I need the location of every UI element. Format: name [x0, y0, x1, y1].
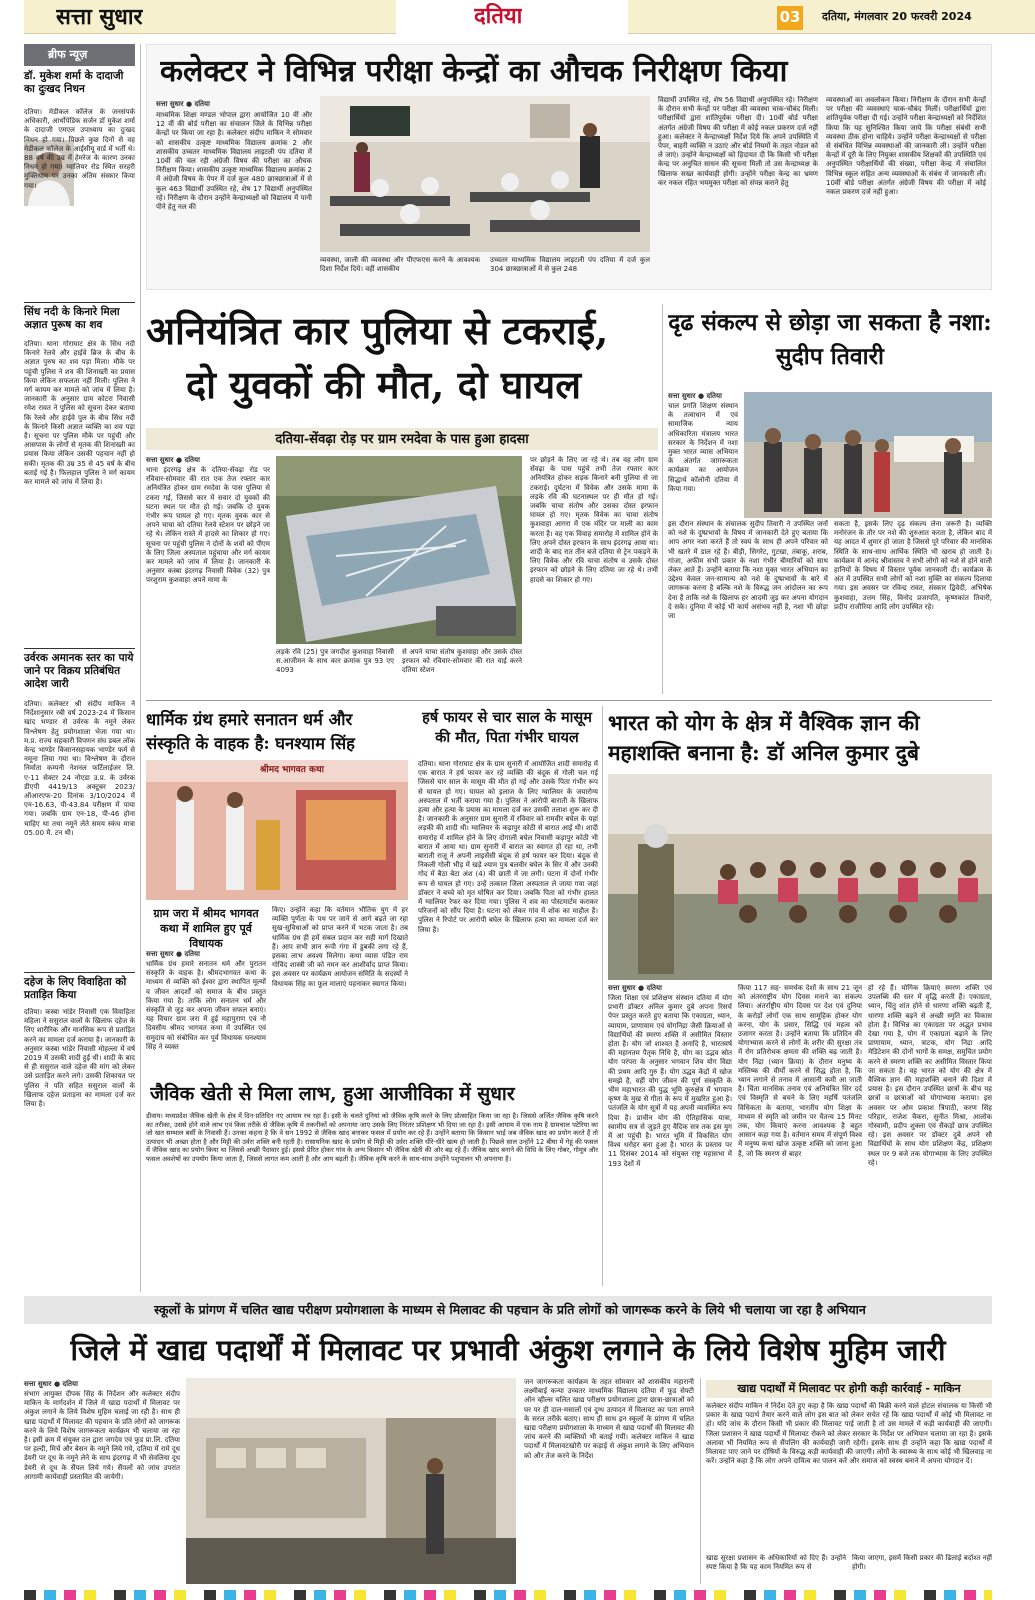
yoga-col-2: किया 117 सह- समर्थक देशों के साथ 21 जून को अंतरराष्ट्रीय योग दिवस मनाने का संकल्प लिया। अंतर्राष्ट्रीय योग दिवस पर देश एवं दुनिया के करोड़ों लोगों एक साथ सामूहिक होकर योग करना, योग के प्रसार, सिद्धि एवं महत्व को उजागर करता है। उन्होंने बताया कि प्रतिदिन की योगाभ्यास करने से लोगों के शरीर की सुरक्षा तंत्र में रोग प्रतिरोधक क्षमता की शक्ति बढ़ जाती है। योग निद्रा (ध्यान क्रिया) के दौरान मनुष्य के मस्तिष्क की वीर्यों करने से सिद्ध होता है, कि ध्यान लगाने से तनाव में आसानी कमी आ जाती है। चिंता मानसिक तनाव एवं अनियंत्रित सिर दर्द एवं विस्मृति से बचने के लिए महर्षि पतंजलि विधिकता के बताया, भारतीय योग शिक्षा के माध्यम से स्मृति को जमीन पर चैतन्य 15 मिनट तक, योग कियाएं करना आवश्यक है बहुत आसान कहा गया है। वर्तमान समय में संपूर्ण विश्व में मनुष्य कथा खोज उत्कृष्ट शक्ति को जाना हुआ है, जो कि स्मरण से बाहर — [738, 984, 862, 1158]
dharmik-headline: धार्मिक ग्रंथ हमारे सनातन धर्म और संस्कृति के वाहक है: घनश्याम सिंह — [146, 710, 355, 753]
column-rule — [700, 1378, 701, 1584]
accident-headline-1: अनियंत्रित कार पुलिया से टकराई, — [146, 308, 609, 353]
column-rule — [662, 304, 663, 694]
organic-body: डीवाय। मध्यप्रदेश जैविक खेती के क्षेत्र में दिन-प्रतिदिन नए आयाम रच रहा है। इसी के चलते दुनियां को जैविक कृषि करने के लिए प्रोत्साहित किया जा रहा है। जिससे अर्जित जैविक कृषि करने का तरीका, उससे होने वाले लाभ एवं किस तरीके से जैविक कृषि में तकनीकों को अपनाया जाए उसके लिए निरंतर प्रशिक्षण भी दिया जा रहा है। इसी आयाम में एक नाम है ग्रामचाल पटेरिया का जो खत सम्भाल बर्सी के निवासी हैं। उनका कहना है कि वे सन 1992 से जैविक खाद बनाकर फसल में प्रयोग कर रहे हैं। उन्होंने बताया कि किसान भाई जब जैविक खाद का प्रयोग करते हैं तो उत्पादन भी अच्छा होता है और मिट्टी की उर्वरा शक्ति बनी रहती है। रासायनिक खाद के प्रयोग से मिट्टी की उर्वरा शक्ति धीरे-धीरे खत्म हो जाती है। पिछले साल उन्होंने 12 बीघा में गेहूं की फसल में जैविक खाद का प्रयोग किया था जिससे अच्छी पैदावार हुई। इससे प्रेरित होकर गांव के अन्य किसान भी जैविक खेती की ओर बढ़ रहे हैं। जैविक खाद बनाने की विधि के लिए गोबर, गोमूत्र और फसल अवशेषों का उपयोग किया जाता है, जिससे लागत कम आती है और आय बढ़ती है। जैविक कृषि करने के साथ-साथ उन्होंने पशुपालन भी अपनाया है। — [146, 1112, 598, 1163]
column-rule — [602, 706, 603, 1286]
accident-byline: सत्ता सुधार ● दतिया — [146, 456, 200, 464]
food-col-2: जन जागरूकता कार्यक्रम के तहत सोमवार को शासकीय महारानी लक्ष्मीबाई कन्या उच्चतर माध्यमिक विद्यालय दतिया में फूड सेफ्टी ऑन व्हील्स चलित खाद्य परीक्षण प्रयोगशाला द्वारा छात्रा-छात्राओं को घर पर ही दाल-मसालों एवं दुग्ध उत्पादन में मिलावट का पता लगाने के सरल तरीके बताए। साथ ही साथ इन स्कूलों के प्रांगण में चलित खाद्य परीक्षण प्रयोगशाला के माध्यम से खाद्य पदार्थों की मिलावट की जांच करने की व्यक्तियों भी बताई गयीं। कलेक्टर माकिन ने खाद्य पदार्थों में मिलावटखोरी पर कड़ाई से अंकुश लगाने के लिए अभियान को और तेज करने के निर्देश — [524, 1378, 694, 1460]
yoga-class-photo — [608, 774, 992, 980]
lead-col-1: माध्यमिक शिक्षा मण्डल भोपाल द्वारा आयोजित 10 वीं और 12 वीं की बोर्ड परीक्षा का संचालन जिले के विभिन्न परीक्षा केन्द्रों पर किया जा रहा है। कलेक्टर संदीप माकिन ने सोमवार को शासकीय उत्कृष्ट माध्यमिक विद्यालय क्रमांक 2 और शासकीय उच्चतर माध्यमिक विद्यालय लाइटली पंप दतिया में 10वीं की चल रही अंग्रेजी विषय की परीक्षा का औचक निरीक्षण किया। शासकीय उत्कृष्ट माध्यमिक विद्यालय क्रमांक 2 में अंग्रेजी विषय के पेपर में दर्ज कुल 480 छात्रछात्राओं में से कुल 463 विद्यार्थी उपस्थित रहे, शेष 17 विद्यार्थी अनुपस्थित रहे। निरीक्षण के दौरान उन्होंने केन्द्राध्यक्षों को विद्यालय में पानी पीने हेतु नल की — [156, 111, 312, 212]
food-headline: जिले में खाद्य पदार्थों में मिलावट पर प्रभावी अंकुश लगाने के लिये विशेष मुहिम जारी — [70, 1333, 946, 1367]
rally-photo — [744, 392, 992, 518]
issue-date: दतिया, मंगलवार 20 फरवरी 2024 — [822, 10, 972, 23]
dharmik-subhead: ग्राम जरा में श्रीमद भागवत कथा में शामिल हुए पूर्व विधायक — [153, 907, 259, 950]
sidebar-headline-1: डॉ. मुकेश शर्मा के दादाजी का दुःखद निधन — [24, 70, 124, 95]
exam-hall-photo — [320, 96, 650, 252]
sidebar-headline-4: दहेज के लिए विवाहिता को प्रताड़ित किया — [24, 976, 127, 1001]
lead-col-3: उच्चतर माध्यमिक विद्यालय लाइटली पंप दतिया में दर्ज कुल 304 छात्रछात्राओं में से कुल 248 — [490, 256, 650, 274]
sidebar-label-text: ब्रीफ न्यूज़ — [48, 48, 88, 61]
yoga-byline: सत्ता सुधार ● दतिया — [608, 984, 662, 992]
food-col-3: कलेक्टर संदीप माकिन ने निर्देश देते हुए कहा है कि खाद्य पदार्थों की बिक्री करने वाले होटल संचालक या किसी भी प्रकार के खाद्य पदार्थ तैयार करने वाले लोग इस बात को लेकर सचेत रहें कि खाद्य पदार्थों में कोई भी मिलावट ना हो। यदि जांच के दौरान किसी भी प्रकार की मिलावट पाई जाती है तो उस मामले में कड़ी कार्यवाही की जाएगी। जिला प्रशासन ने खाद्य पदार्थों में मिलावट रोकने को लेकर सरकार के निर्देश पर अभियान चलाया जा रहा है। इसके अलावा भी नियमित रूप से सैंपलिंग की कार्यवाही जारी रहेगी। इसके साथ ही उन्होंने कहा कि खाद्य पदार्थों में मिलावट पाए जाने पर दोषियों के विरुद्ध कड़ी कार्यवाही की जाएगी। लोगों के स्वास्थ्य के साथ कोई भी खिलवाड़ ना करें। उन्होंने कहा है कि लोग अपने दायित्व का पालन करें और समाज को स्वस्थ बनाने में अपना योगदान दें। — [706, 1402, 992, 1466]
sidebar-divider — [24, 972, 135, 973]
column-rule — [140, 44, 141, 1292]
lead-col-4: विद्यार्थी उपस्थित रहे, शेष 56 विद्यार्थी अनुपस्थित रहे। निरीक्षण के दौरान सभी केन्द्रों पर परीक्षा की व्यवस्था चाक-चौबंद मिली। परीक्षार्थियों द्वारा शांतिपूर्वक परीक्षा दी। 10वीं बोर्ड परीक्षा अंतर्गत अंग्रेजी विषय की परीक्षा में कोई नकल प्रकरण दर्ज नहीं हुआ। कलेक्टर ने केन्द्राध्यक्षों निर्देश दिये कि अपने उपस्थिति में पेपर, बाहरी व्यक्ति न उठाएं और बोर्ड नियमों के तहत नोडल को ले जाएं। उन्होंने केन्द्राध्यक्षों को हिदायत दी कि किसी भी परीक्षा केन्द्र पर अनुचित साधन की सूचना मिली तो उस केन्द्राध्यक्ष के खिलाफ सख्त कार्यवाही होगी। उन्होंने परीक्षा केन्द्र का भ्रमण कर नकल रहित भयमुक्त परीक्षा को संपन्न कराने हेतु — [658, 96, 818, 187]
nasha-col-2: इस दौरान संस्थान के संचालक सुदीप तिवारी ने उपस्थित जनों को नशे के दुष्प्रभावों के विषय में जानकारी देते हुए बताया कि आप अगर नशा करते हैं तो स्वयं के साथ ही अपने परिवार को भी खतरे में डाल रहे हैं। बीड़ी, सिगरेट, गुटखा, तंबाकू, शराब, गांजा, अफीम सभी प्रकार के नशा गंभीर बीमारियों को साथ लेकर आते हैं। उन्होंने बताया कि नशा मुक्त भारत अभियान का उद्देश्य केवल जन-सामान्य को नशे के दुष्प्रभावों के बारे में जागरूक करना है बल्कि नशे के विरुद्ध जन आंदोलन का रूप देना है ताकि नशे के खिलाफ हर आदमी जुड़ कर अपना योगदान दे सके। दुनिया में कोई भी कार्य असंभव नहीं है, नशा भी छोड़ा जा — [668, 520, 828, 621]
yoga-col-1: जिला शिक्षा एवं प्रशिक्षण संस्थान दतिया में योग प्रभारी डॉक्टर अनिल कुमार दुबे अपना रिसर्च पेपर प्रस्तुत करते हुए बताया कि एकाग्रता, ध्यान, व्यायाम, प्राणायाम एवं योगनिद्रा जैसी क्रियाओं से विद्यार्थियों की स्मरण शक्ति में असीमित विस्तार होता है। योग जो शाश्वत है अनादि है, भारतवर्ष की महानतम पैतृक निधि है, योग का उद्भव स्रोत योग परंपरा के अनुसार भगवान शिव योग विद्या की प्रथम आदि गुरु हैं। योग उद्धव केंद्रों में खोज समझे है, वहीं योग जीवन की पूर्ण संस्कृति के भीम महाभारत की युद्ध भूमि कुरुक्षेत्र में भगवान कृष्ण के मुख से गीता के रूप में मुखरित हुआ है। पतंजलि के योग सूत्रों में यह अपनी व्यवस्थित रूप दिया है। प्राचीन योग की ऐतिहासिक यात्रा, स्वामीय सत्र से जुड़ते हुए वैदिक सत्र तक इस युग में आ पहुंची है। भारत भूमि में विकसित योग विश्व धरोहर बना हुआ है। भारत के प्रस्ताव पर 11 दिसंबर 2014 को संयुक्त राष्ट्र महासभा में 193 देशों में — [608, 994, 732, 1168]
nasha-col-3: सकता है, इसके लिए दृढ़ संकल्प लेना जरूरी है। व्यक्ति मनोरंजन के तौर पर नशे की शुरुआत करता है, लेकिन बाद में यह आदत में शुमार हो जाता है जिससे पूरे परिवार की मानसिक स्थिति के साथ-साथ आर्थिक स्थिति भी खराब हो जाती है। कार्यक्रम में आनंद श्रीवास्तव ने सभी लोगों को नशे से होने वाली हानियों के विषय में विस्तार पूर्वक जानकारी दी। कार्यक्रम के अंत में उपस्थित सभी लोगों को नशा मुक्ति का संकल्प दिलाया गया। इस अवसर पर रविन्द्र रावत, संस्कार द्विवेदी, अभिषेक कुशवाहा, उत्तम सिंह, विनोद प्रजापति, कृष्णकांत तिवारी, प्रदीप राजौरिया आदि लोग उपस्थित रहे। — [834, 520, 992, 611]
food-col-4: खाद्य सुरक्षा प्रशासन के अधिकारियों को दिए हैं। उन्होंने स्पष्ट किया है कि यह काम नियमित रूप से — [706, 1554, 846, 1572]
yoga-col-3: हो रहे हैं। योगिक क्रियाएं स्मरण शक्ति एवं उपलब्धि की स्तर में वृद्धि करती हैं। एकाग्रता, ध्यान, चिंतु शांत होने से धारणा शक्ति बढ़ती हैं, धारणा शक्ति बढ़ने से अच्छी स्मृति का विकास होता है। विभिन्न का एकाग्रता पर अद्भुत प्रभाव देखा गया है, योग में एकाग्रता बढ़ाने के लिए प्राणायाम, ध्यान, त्राटक, योग निद्रा आदि मेडिटेशन की दोनों भागों के समक्ष, समुचित प्रयोग करने से स्मरण शक्ति का असीमित विस्तार किया जा सकता है। वह भारत को योग की क्षेत्र में वैश्विक ज्ञान की महाशक्ति बनाने की दिशा में प्रयास है। इस दौरान उपस्थित छात्रों के बीच यह छात्रों व छात्राओं को योगाभ्यास कराया। इस अवसर पर ओम प्रकाश त्रिपाठी, करण सिंह परिहार, राजेश चैकरा, सुनीत मिश्रा, आलोक गोस्वामी, प्रदीप शुक्ला एवं सैकड़ों छात्र उपस्थित रहे। इस अवसर पर डॉक्टर दुबे अपने सौ विद्यार्थियों के साथ योग प्रशिक्षण केंद्र, प्रशिक्षण स्थल पर 9 बजे तक योगाभ्यास के लिए उपस्थित रहे। — [868, 984, 992, 1167]
accident-subhead: दतिया-सेंवढ़ा रोड़ पर ग्राम रमदेवा के पास हुआ हादसा — [275, 432, 529, 447]
nasha-headline: दृढ संकल्प से छोड़ा जा सकता है नशा: सुदीप तिवारी — [668, 309, 992, 370]
lead-col-2: व्यवस्था, जाली की व्यवस्था और पीएफएस करने के आवश्यक दिशा निर्देश दिये। वहीं शासकीय — [320, 256, 480, 274]
crashed-car-photo — [276, 456, 522, 644]
organic-headline: जैविक खेती से मिला लाभ, हुआ आजीविका में सुधार — [150, 1083, 515, 1105]
sidebar-body-3: दतिया। कलेक्टर श्री संदीप माकिन ने निर्देशानुसार रबी वर्ष 2023-24 में किसान खाद भण्डार से उर्वरक के नमूने लेकर विश्लेषण हेतु प्रयोगशाला भेजा गया था। म.प्र. राज्य सहकारी विपणन संघ डबल लॉक केन्द्र भाण्डेर किसानसहायक भाण्डेर फर्म से नमूना लिया गया था। विश्लेषण के दौरान निर्माता कम्पनी नेशनल फर्टिलाईजर लि. ए-11 सेक्टर 24 नोएडा उ.प्र. के उर्वरक डीएपी 4419/13 अक्टूबर 2023/ऑआरएफ-20 दिनांक 3/10/2024 में एन-16.63, पी-43.84 परीक्षण में पाया गया। जबकि ग्राम एन-18, पी-46 होना चाहिए था तथा नमूने लेते समय स्कंध मात्रा 05.00 मै. टन थी। — [24, 700, 135, 837]
section-rule — [146, 700, 992, 701]
accident-headline-2: दो युवकों की मौत, दो घायल — [186, 362, 581, 407]
sidebar-body-1: दतिया। मेडीकल कॉलेज के जनसंपर्क अधिकारी, आर्थोपेडिक सर्जन डॉ मुकेश शर्मा के दादाजी एमएल उपाध्याय का दुःखद निधन हो गया। पिछले कुछ दिनों से वह मेडीकल कॉलेज के आईसीयू वार्ड में भर्ती थे। 88 वर्ष की उम्र में हेमरेज के कारण उनका निधन हो गया। ग्वालियर रोड स्थित सरहरी मुक्तिधाम पर उनका अंतिम संस्कार किया गया। — [24, 108, 135, 190]
print-color-strip — [24, 1590, 992, 1600]
dharmik-col-2: किए। उन्होंने कहा कि वर्तमान भौतिक युग में हर व्यक्ति पूर्णता के पथ पर जाने से आगे बढ़ते जा रहा सुख-सुविधाओं को प्राप्त करने में भटक जाता है। तब धार्मिक ग्रंथ ही हमें संबल प्रदान कर सही मार्ग दिखाते हैं। आप सभी ज्ञान रूपी गंगा में डुबकी लगा रहे हैं, इसका लाभ अवश्य मिलेगा। कथा व्यास पंडित राम गोविंद शास्त्री जी को नमन कर आशीर्वाद प्राप्त किया। इस अवसर पर कार्यक्रम आयोजन समिति के सदस्यों ने विधायक सिंह का फूल मालाएं पहनाकर स्वागत किया। — [272, 906, 408, 988]
accident-col-3: से अपने चाचा संतोष कुशवाहा और उसके दोस्त इरफान को रविवार-सोमवार की रात वाई करने दतिया स्टेशन — [402, 648, 522, 675]
harsh-body: दतिया। थाना गोराघाट क्षेत्र के ग्राम सुनारी में आयोजित शादी समारोह में एक बारात ने हर्ष फायर कर रहे व्यक्ति की बंदूक से गोली चल गई जिससे चार साल के मासूम की मौत हो गई और उसके पिता गंभीर रूप से घायल हो गए। घायल को इलाज के लिए ग्वालियर के जयारोग्य अस्पताल में भर्ती कराया गया है। पुलिस ने आरोपी बाराती के खिलाफ हत्या और हत्या के प्रयास का मामला दर्ज कर उसकी तलाश शुरू कर दी है। जानकारी के अनुसार ग्राम सुनारी में रविवार को रामवीर बघेल के यहां लड़की की शादी थी। ग्वालियर के कड़ापुर कोठी से बारात आई थी। शादी समारोह में शामिल होने के लिए दोगाली बघेल निवासी कड़ापुर कोठी भी बारात में आया था। ग्राम सुनारी में बारात का स्वागत हो रहा था, तभी बाराती राजू ने अपनी लाइसेंसी बंदूक से हर्ष फायर कर दिया। बंदूक से निकली गोली भीड़ में खड़े श्याम पुत्र बलवीर बघेल के सिर में और उनकी गोद में बैठा बेटा अंश (4) की छाती में जा लगी। घटना में दोनों गंभीर रूप से घायल हो गए। उन्हें तत्काल जिला अस्पताल ले जाया गया जहां डॉक्टर ने बच्चे को मृत घोषित कर दिया। जबकि पिता को गंभीर हालत में ग्वालियर रेफर कर दिया गया। पुलिस ने शव का पोस्टमार्टम कराकर परिजनों को सौंप दिया है। घटना को लेकर गांव में शोक का माहौल है। पुलिस ने रिपोर्ट पर आरोपी बघेल के खिलाफ हत्या का मामला दर्ज कर लिया है। — [418, 760, 598, 934]
dharmik-col-1: धार्मिक ग्रंथ हमारे सनातन धर्म और पुरातन संस्कृति के वाहक है। श्रीमदभागवत कथा के माध्यम से व्यक्ति को ईश्वर द्वारा स्थापित मूल्यों व जीवन आदर्शों को समाज के बीच प्रस्तुत किया गया है। ताकि लोग सनातन धर्म और संस्कृति से जुड़ कर अपना जीवन सफल बनाएं। यह विचार ग्राम जरा में हुई महापुराण एवं नौ दिवसीय श्रीमद भागवत कथा में उपस्थित एवं समुदाय को संबोधित कर पूर्व विधायक घनश्याम सिंह ने व्यक्त — [146, 960, 266, 1051]
city-name: दतिया — [474, 3, 523, 29]
lead-byline: सत्ता सुधार ● दतिया — [156, 100, 210, 108]
sidebar-headline-2: सिंध नदी के किनारे मिला अज्ञात पुरूष का शव — [24, 306, 120, 331]
food-lab-photo — [186, 1378, 516, 1584]
page-number: 03 — [779, 8, 801, 26]
lead-col-5: व्यवस्थाओं का अवलोकन किया। निरीक्षण के दौरान सभी केन्द्रों पर परीक्षा की व्यवस्थाएं चाक-चौबंद मिलीं। परीक्षार्थियों द्वारा शांतिपूर्वक परीक्षा दी गई। उन्होंने परीक्षा केन्द्राध्यक्षों को निर्देशित किया कि यह सुनिश्चित किया जाये कि परीक्षा संबंधी सभी व्यवस्था ठीक होना चाहिये। उन्होंने परीक्षा केन्द्राध्यक्षों से परीक्षा से संबंधित विभिन्न व्यवस्थाओं की जानकारी ली। उन्होंने परीक्षा केन्द्रों में दूरी के लिए नियुक्त शासकीय शिक्षकों की उपस्थिति एवं अनुपस्थित परीक्षार्थियों की संख्या, परीक्षा केन्द्र में संचालित विभिन्न स्कूल सहित अन्य व्यवस्थाओं के संबंध में जानकारी ली। 10वीं बोर्ड परीक्षा अंतर्गत अंग्रेजी विषय की परीक्षा में कोई नकल प्रकरण दर्ज नहीं हुआ। — [826, 96, 986, 197]
sidebar-divider — [24, 648, 135, 649]
lead-headline: कलेक्टर ने विभिन्न परीक्षा केन्द्रों का औचक निरीक्षण किया — [160, 54, 788, 89]
accident-col-1: थाना इंदरगढ़ क्षेत्र के दतिया-सेंवढ़ा रोड पर रविवार-सोमवार की रात एक तेज रफ्तार कार अनियंत्रित होकर ग्राम रमदेवा के पास पुलिया से टकरा गई, जिससे कार में सवार दो युवकों की घटना स्थल पर मौत हो गई। जबकि दो युवक गंभीर रूप घायल हो गए। मृतक युवक कार से अपने चाचा को दतिया रेलवे स्टेशन पर छोड़ने जा रहे थे। लेकिन रास्ते में हादसे का शिकार हो गए। सूचना पर पहुंची पुलिस ने दोनों के शवों को पीएम के लिए जिला अस्पताल पहुंचाया और मर्ग कायम कर मामले को जांच में लिया है। जानकारी के अनुसार कस्बा इंदरगढ़ निवासी विवेक (32) पुत्र परशुराम कुशवाहा अपने मामा के — [146, 466, 270, 585]
food-col-1: संभाग आयुक्त दीपक सिंह के निर्देशन और कलेक्टर संदीप माकिन के मार्गदर्शन में जिले में खाद्य पदार्थों में मिलावट पर अंकुश लगाने के लिये विशेष मुहिम चलाई जा रही है। साथ ही खाद्य पदार्थों में मिलावट की पहचान के प्रति लोगों को जागरूक करने के लिये विशेष जागरूकता कार्यक्रम भी चलाया जा रहा है। इसी क्रम में संयुक्त दल द्वारा जगदेव एवं फूड प्रा.लि. दतिया पर हल्दी, मिर्च और बेसन के नमूने लिये गये, दतिया में रामे दूध डेयरी पर दूध के नमूने लेने के साथ इंदरगढ़ में भी सेवलिया दूध डेयरी से दूध के सैंपल लिये गये। सैंपलों को जांच उपरांत आगामी कार्यवाही प्रस्तावित की जायेगी। — [24, 1390, 180, 1481]
accident-col-2: लड़के रवि (25) पुत्र जगदीश कुशवाहा निवासी स.आजीमन के साथ कार क्रमांक पुत्र 93 एए 4093 — [276, 648, 394, 675]
food-byline: सत्ता सुधार ● दतिया — [24, 1380, 78, 1388]
food-sidehead: खाद्य पदार्थों में मिलावट पर होगी कड़ी कार्रवाई - माकिन — [737, 1382, 961, 1395]
nasha-byline: सत्ता सुधार ● दतिया — [668, 392, 722, 400]
dharmik-byline: सत्ता सुधार ● दतिया — [146, 950, 200, 958]
sidebar-body-4: दतिया। कस्बा भांडेर निवासी एक विवाहिता महिला ने ससुराल वालों के खिलाफ दहेज के लिए शारीरिक और मानसिक रूप से प्रताड़ित करने का मामला दर्ज कराया है। जानकारी के अनुसार कस्बा भांडेर निवासी मोहल्ला में वर्ष 2019 में उसकी शादी हुई थी। शादी के बाद से ही ससुराल वाले दहेज की मांग को लेकर उसे प्रताड़ित करने लगे। उसकी शिकायत पर पुलिस ने पति सहित ससुराल वालों के खिलाफ दहेज प्रताड़ना का मामला दर्ज कर लिया है। — [24, 1008, 135, 1109]
food-kicker: स्कूलों के प्रांगण में चलित खाद्य परीक्षण प्रयोगशाला के माध्यम से मिलावट की पहचान के प्रति लोगों को जागरूक करने के लिये भी चलाया जा रहा है अभियान — [154, 1302, 866, 1317]
paper-name: सत्ता सुधार — [56, 4, 143, 30]
bhagwat-katha-photo — [146, 760, 408, 900]
sidebar-body-2: दतिया। थाना गोराघाट क्षेत्र के सिंध नदी किनारे रेलवे और हाईवे ब्रिज के बीच के अज्ञात पुरुष का शव पड़ा मिला। मौके पर पहुंची पुलिस ने शव की शिनाख्ती का प्रयास किया लेकिन सफलता नहीं मिली। पुलिस ने मर्ग कायम कर मामले को जांच में लिया है। जानकारी के अनुसार ग्राम कोटरा निवासी रमेश रावत ने पुलिस को सूचना देकर बताया कि रेलवे और हाईवे पुल के बीच सिंध नदी के किनारे किसी अज्ञात व्यक्ति का शव पड़ा है। सूचना पर पुलिस मौके पर पहुंची और आसपास के लोगों से मृतक की शिनाख्ती का प्रयास किया लेकिन उसकी पहचान नहीं हो सकी। मृतक की उम्र 35 से 45 वर्ष के बीच बताई गई है। फिलहाल पुलिस ने मर्ग कायम कर मामले को जांच में लिया है। — [24, 340, 135, 487]
nasha-col-1: चाल प्रगति शिक्षण संस्थान के तत्वाधान में एवं सामाजिक न्याय अधिकारिता मंत्रालय भारत सरकार के निर्देशन में नशा मुक्त भारत व्यास अभियान के अंतर्गत जागरूकता कार्यक्रम का आयोजन सिद्धार्थ कॉलोनी दतिया में किया गया। — [668, 402, 738, 493]
harsh-headline: हर्ष फायर से चार साल के मासूम की मौत, पिता गंभीर घायल — [422, 709, 592, 746]
accident-col-4: पर छोड़ने के लिए जा रहे थे। तब वह लोग ग्राम सेंवढ़ा के पास पहुंचे तभी तेज रफ्तार कार अनियंत्रित होकर सड़क किनारे बनी पुलिया से जा टकराई। दुर्घटना में विवेक और उसके मामा के लड़के रवि की घटनास्थल पर ही मौत हो गई। जबकि चाचा संतोष और उसका दोस्त इरफान घायल हो गए। मृतक विवेक का चाचा संतोष कुशवाहा आगरा में एक मंदिर पर माली का काम करता है। वह एक विवाह समारोह में शामिल होने के लिए अपने दोस्त इरफान के साथ इंदरगढ़ आया था। शादी के बाद रात तीन बजे दतिया से ट्रेन पकड़ने के लिए विवेक और रवि चाचा संतोष व उसके दोस्त इरफान को छोड़ने के लिए दतिया जा रहे थे। तभी हादसे का शिकार हो गए। — [530, 456, 658, 584]
food-col-5: किया जाएगा, इसमें किसी प्रकार की ढिलाई बर्दाश्त नहीं होगी। — [852, 1554, 992, 1572]
sidebar-divider — [24, 302, 135, 303]
yoga-headline: भारत को योग के क्षेत्र में वैश्विक ज्ञान की महाशक्ति बनाना है: डॉ अनिल कुमार दुबे — [608, 710, 920, 765]
sidebar-headline-3: उर्वरक अमानक स्तर का पाये जाने पर विक्रय प्रतिबंधित आदेश जारी — [24, 652, 134, 690]
bhagwat-banner-text: श्रीमद भागवत कथा — [260, 765, 324, 775]
